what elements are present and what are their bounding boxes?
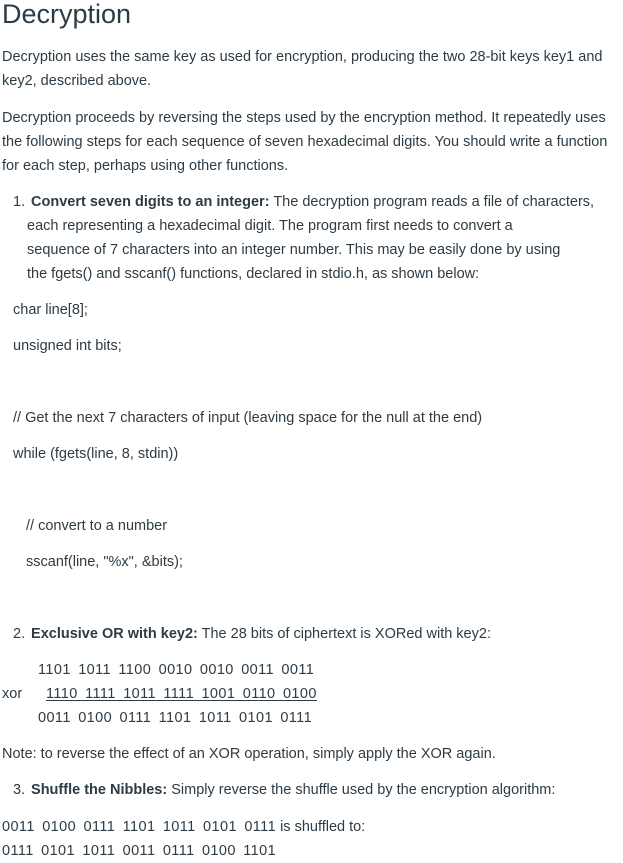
intro-paragraph-2: Decryption proceeds by reversing the steps used by the encryption method. It repeatedly uses the following steps for each sequence of seven hexadecimal digits. You should write a function for each step, perhaps using other functions. <box>2 110 608 174</box>
step-heading: Convert seven digits to an integer: <box>31 194 270 210</box>
xor-row-key: 1110 1111 1011 1111 1001 0110 0100 <box>46 686 317 702</box>
xor-label: xor <box>2 686 23 702</box>
step-text: The 28 bits of ciphertext is XORed with key2: <box>201 626 491 642</box>
step-number: 2. <box>13 626 26 642</box>
shuffle-caption: is shuffled to: <box>280 819 366 835</box>
step-number: 3. <box>13 782 26 798</box>
code-line-comment-convert: // convert to a number <box>26 518 168 534</box>
xor-note: Note: to reverse the effect of an XOR operation, simply apply the XOR again. <box>2 746 496 762</box>
code-line-decl-bits: unsigned int bits; <box>13 338 122 354</box>
step-1-line-3: sequence of 7 characters into an integer number. This may be easily done by using <box>27 242 561 258</box>
step-heading: Exclusive OR with key2: <box>31 626 198 642</box>
step-2 <box>13 622 617 646</box>
shuffle-output-bits: 0111 0101 1011 0011 0111 0100 1101 <box>2 843 277 859</box>
code-line-sscanf: sscanf(line, "%x", &bits); <box>26 554 183 570</box>
shuffle-input-bits: 0011 0100 0111 1101 1011 0101 0111 <box>2 819 277 835</box>
step-3 <box>13 778 617 802</box>
step-1-line-2: each representing a hexadecimal digit. The program first needs to convert a <box>27 218 513 234</box>
xor-row-ciphertext: 1101 1011 1100 0010 0010 0011 0011 <box>38 662 315 678</box>
step-text: The decryption program reads a file of characters, <box>273 194 595 210</box>
step-1 <box>13 190 617 214</box>
code-line-while: while (fgets(line, 8, stdin)) <box>13 446 179 462</box>
page-title: Decryption <box>2 0 132 29</box>
intro-paragraph-1: Decryption uses the same key as used for encryption, producing the two 28-bit keys key1 and key2, described above. <box>2 49 603 89</box>
code-line-comment: // Get the next 7 characters of input (leaving space for the null at the end) <box>13 410 483 426</box>
step-number: 1. <box>13 194 26 210</box>
shuffle-line-1 <box>2 815 365 839</box>
step-heading: Shuffle the Nibbles: <box>31 782 168 798</box>
xor-row-result: 0011 0100 0111 1101 1011 0101 0111 <box>38 710 313 726</box>
step-text: Simply reverse the shuffle used by the encryption algorithm: <box>171 782 556 798</box>
step-1-line-4: the fgets() and sscanf() functions, declared in stdio.h, as shown below: <box>27 266 480 282</box>
code-line-decl-line: char line[8]; <box>13 302 88 318</box>
